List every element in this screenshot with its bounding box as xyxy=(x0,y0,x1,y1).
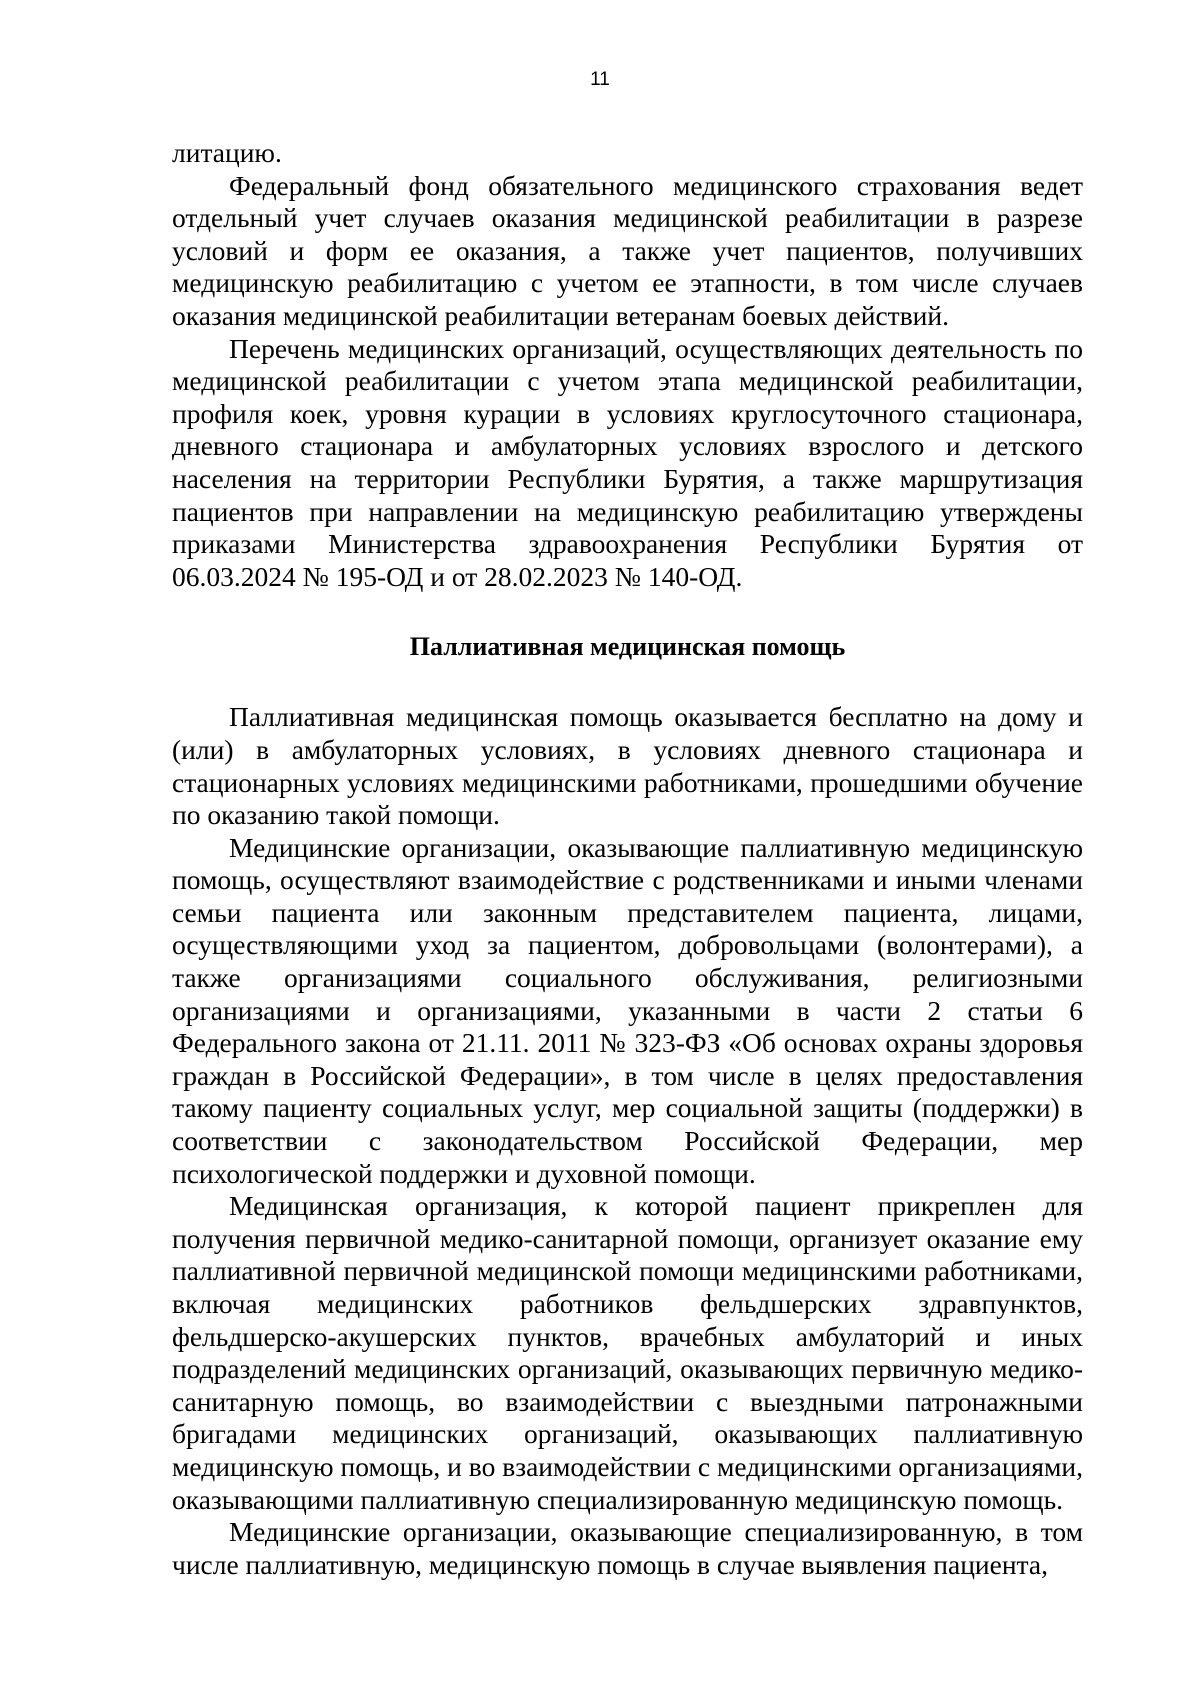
paragraph-palliative-free-care: Паллиативная медицинская помощь оказывается бесплатно на дому и (или) в амбулаторных условиях, в условиях дневного стационара и стационарных условиях медицинскими работниками, прошедшими обучение по оказанию такой помощи. xyxy=(172,701,1083,831)
paragraph-ffoms-accounting: Федеральный фонд обязательного медицинского страхования ведет отдельный учет случаев оказания медицинской реабилитации в разрезе условий и форм ее оказания, а также учет пациентов, получивших медицинскую реабилитацию с учетом ее этапности, в том числе случаев оказания медицинской реабилитации ветеранам боевых действий. xyxy=(172,169,1083,331)
paragraph-continuation: литацию. xyxy=(172,137,282,168)
document-body xyxy=(172,137,1083,1581)
paragraph-primary-care-organization: Медицинская организация, к которой пациент прикреплен для получения первичной медико-санитарной помощи, организует оказание ему паллиативной первичной медицинской помощи медицинскими работниками, включая медицинских работников фельдшерских здравпунктов, фельдшерско-акушерских пунктов, врачебных амбулаторий и иных подразделений медицинских организаций, оказывающих первичную медико-санитарную помощь, во взаимодействии с выездными патронажными бригадами медицинских организаций, оказывающих паллиативную медицинскую помощь, и во взаимодействии с медицинскими организациями, оказывающими паллиативную специализированную медицинскую помощь. xyxy=(172,1190,1083,1515)
section-title: Паллиативная медицинская помощь xyxy=(409,632,846,662)
page-number: 11 xyxy=(590,69,610,90)
paragraph-palliative-interaction: Медицинские организации, оказывающие паллиативную медицинскую помощь, осуществляют взаимодействие с родственниками и иными членами семьи пациента или законным представителем пациента, лицами, осуществляющими уход за пациентом, добровольцами (волонтерами), а также организациями социального обслуживания, религиозными организациями и организациями, указанными в части 2 статьи 6 Федерального закона от 21.11. 2011 № 323-ФЗ «Об основах охраны здоровья граждан в Российской Федерации», в том числе в целях предоставления такому пациенту социальных услуг, мер социальной защиты (поддержки) в соответствии с законодательством Российской Федерации, мер психологической поддержки и духовной помощи. xyxy=(172,831,1083,1189)
paragraph-specialized-care: Медицинские организации, оказывающие специализированную, в том числе паллиативную, медицинскую помощь в случае выявления пациента, xyxy=(172,1516,1083,1580)
paragraph-rehabilitation-organizations: Перечень медицинских организаций, осуществляющих деятельность по медицинской реабилитации с учетом этапа медицинской реабилитации, профиля коек, уровня курации в условиях круглосуточного стационара, дневного стационара и амбулаторных условиях взрослого и детского населения на территории Республики Бурятия, а также маршрутизация пациентов при направлении на медицинскую реабилитацию утверждены приказами Министерства здравоохранения Республики Бурятия от 06.03.2024 № 195-ОД и от 28.02.2023 № 140-ОД. xyxy=(172,332,1083,592)
